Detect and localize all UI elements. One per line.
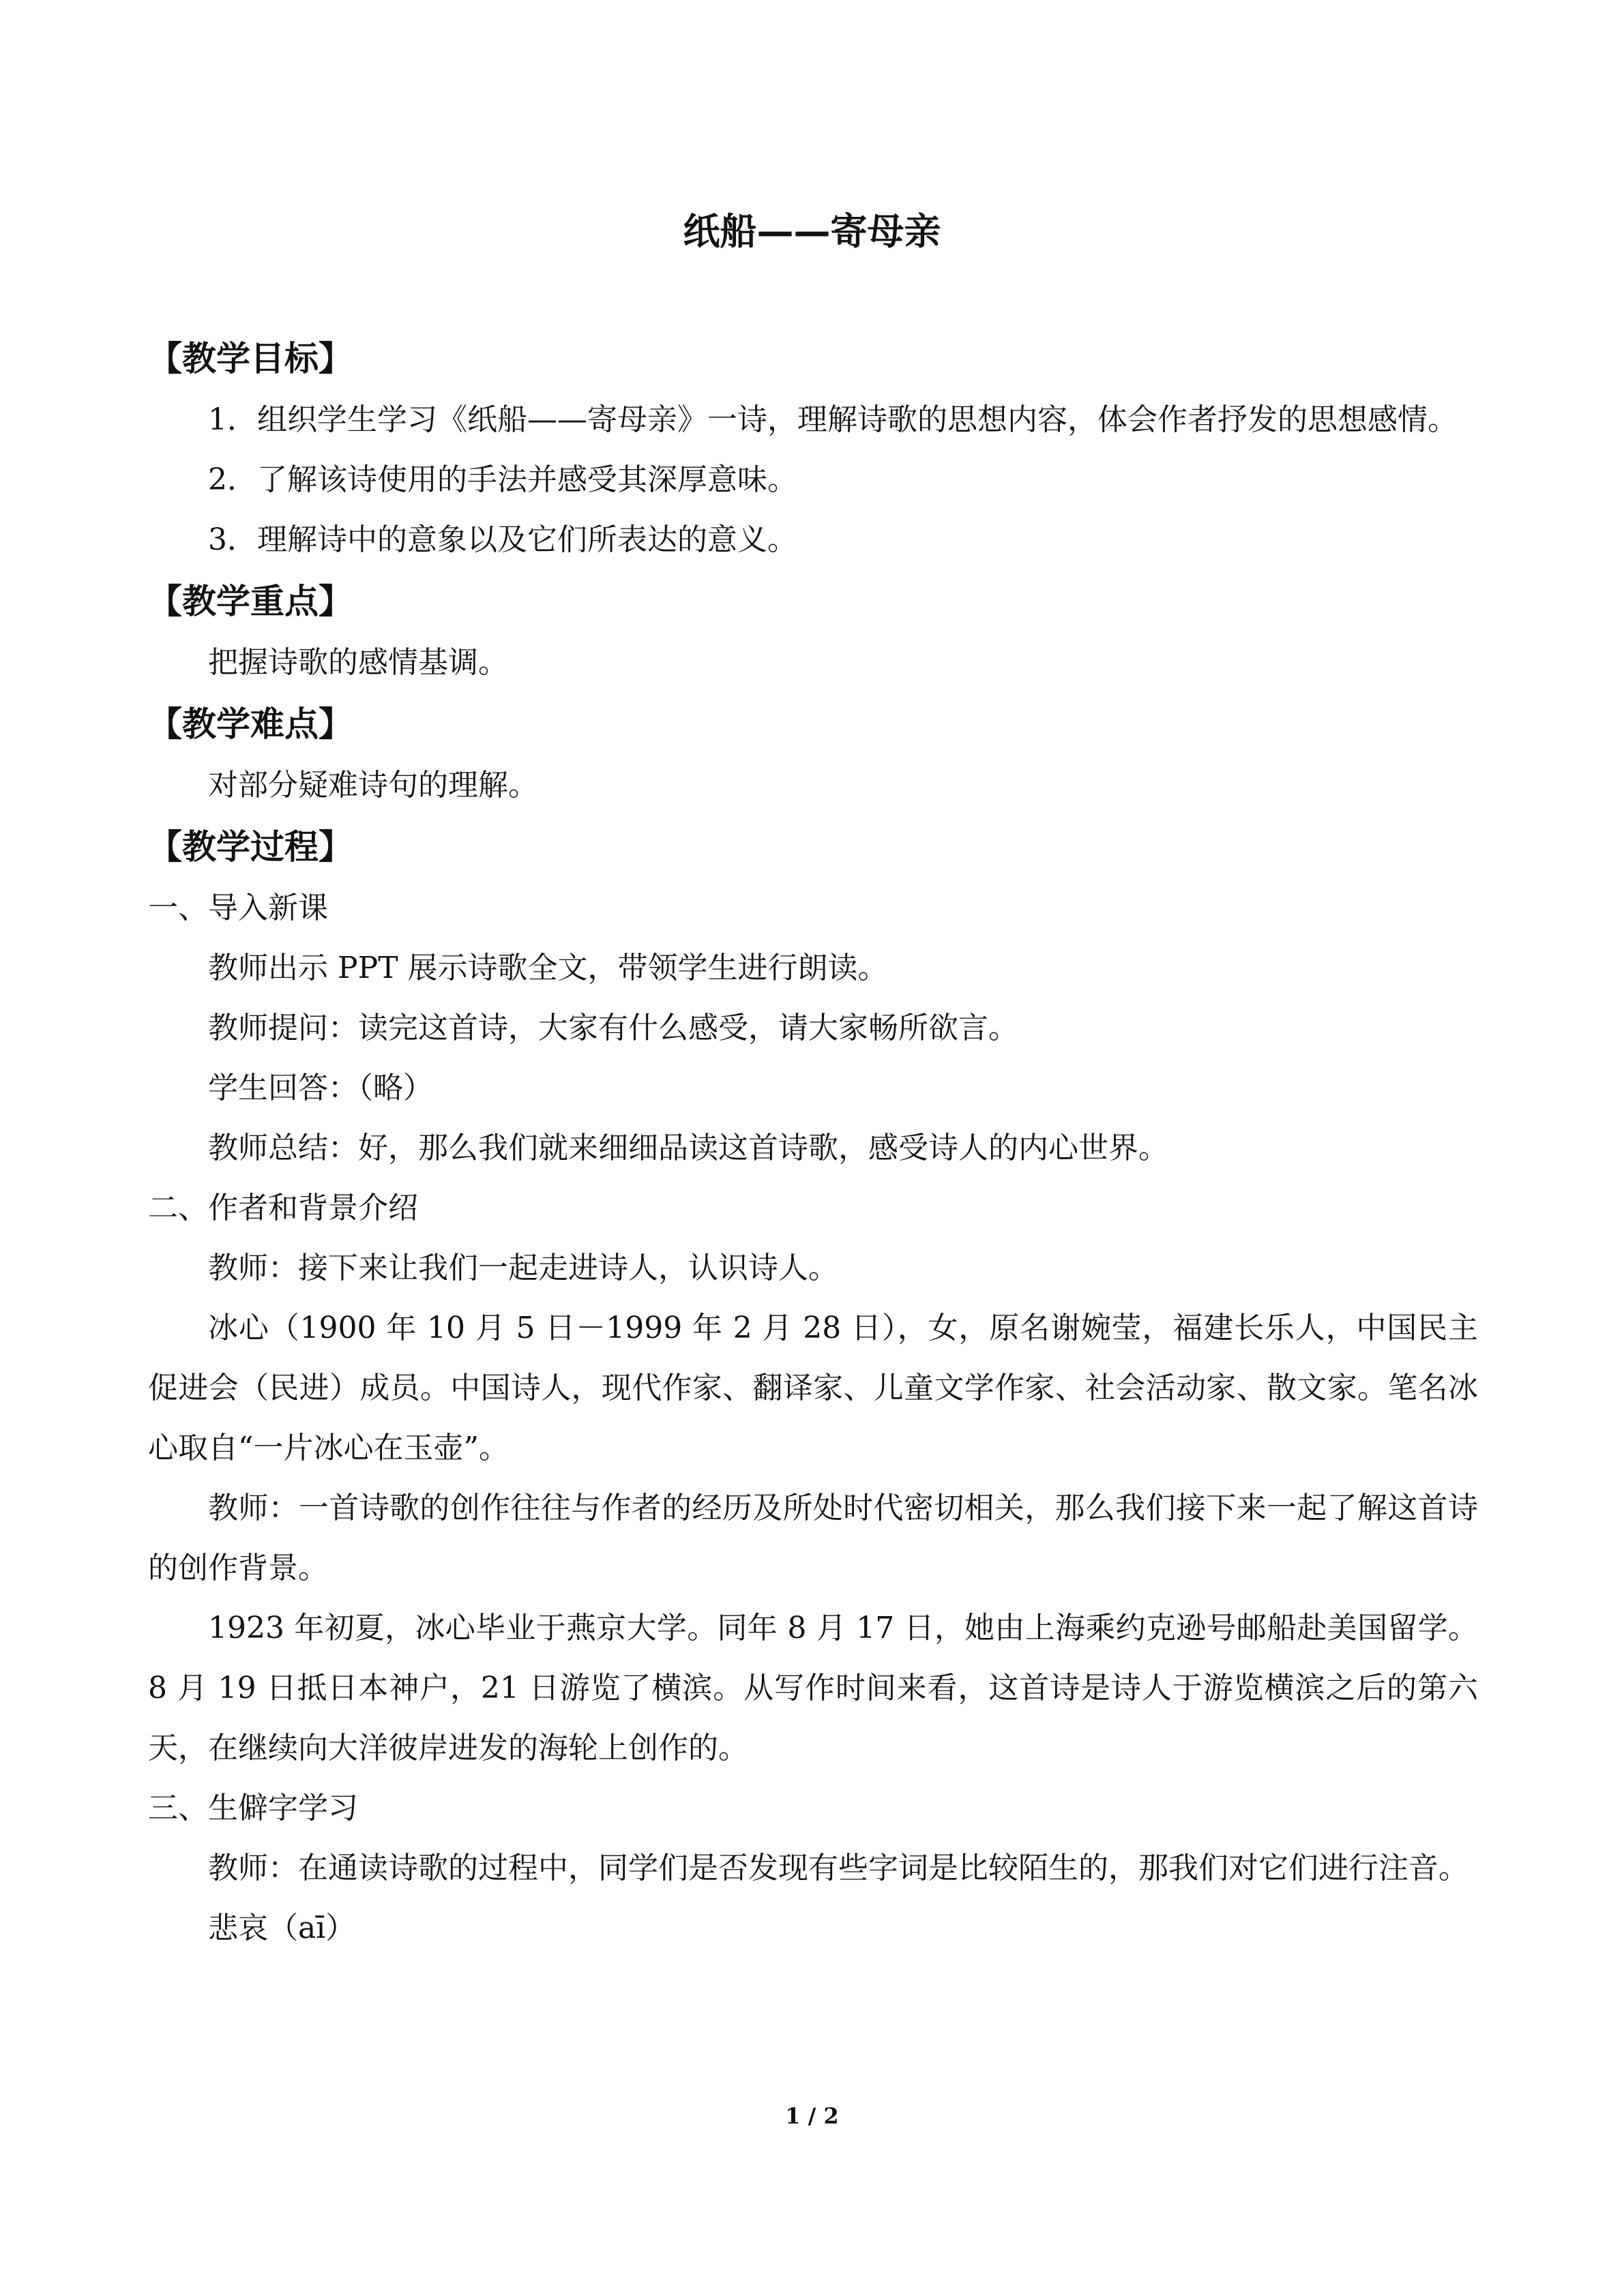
vocabulary-paragraph-1: 教师：在通读诗歌的过程中，同学们是否发现有些字词是比较陌生的，那我们对它们进行注音。 xyxy=(208,1851,1468,1885)
key-points-heading: 【教学重点】 xyxy=(148,582,353,621)
intro-paragraph-2: 教师提问：读完这首诗，大家有什么感受，请大家畅所欲言。 xyxy=(208,1011,1018,1045)
vocabulary-paragraph-2: 悲哀（aī） xyxy=(208,1911,356,1945)
author-paragraph-1: 教师：接下来让我们一起走进诗人，认识诗人。 xyxy=(208,1251,838,1285)
page-number: 1 / 2 xyxy=(785,2103,839,2129)
difficulties-text: 对部分疑难诗句的理解。 xyxy=(208,768,538,803)
section-title-vocabulary: 三、生僻字学习 xyxy=(148,1791,358,1825)
objective-item-2: 2．了解该诗使用的手法并感受其深厚意味。 xyxy=(208,462,797,497)
objective-item-3: 3．理解诗中的意象以及它们所表达的意义。 xyxy=(208,522,797,557)
section-title-intro: 一、导入新课 xyxy=(148,891,328,925)
process-heading: 【教学过程】 xyxy=(148,827,353,867)
intro-paragraph-3: 学生回答：（略） xyxy=(208,1071,433,1105)
author-paragraph-2: 冰心（1900 年 10 月 5 日－1999 年 2 月 28 日），女，原名谢婉莹，福建长乐人，中国民主促进会（民进）成员。中国诗人，现代作家、翻译家、儿童文学作家、社会活动家、散文家。笔名冰心取自“一片冰心在玉壶”。 xyxy=(148,1311,1478,1465)
intro-paragraph-4: 教师总结：好，那么我们就来细细品读这首诗歌，感受诗人的内心世界。 xyxy=(208,1131,1168,1165)
objectives-heading: 【教学目标】 xyxy=(148,339,353,378)
key-points-text: 把握诗歌的感情基调。 xyxy=(208,645,508,680)
section-title-author: 二、作者和背景介绍 xyxy=(148,1191,418,1225)
document-body xyxy=(148,327,1478,1958)
document-title: 纸船——寄母亲 xyxy=(683,210,941,253)
objective-item-1: 1．组织学生学习《纸船——寄母亲》一诗，理解诗歌的思想内容，体会作者抒发的思想感情。 xyxy=(208,402,1458,437)
author-paragraph-3: 教师：一首诗歌的创作往往与作者的经历及所处时代密切相关，那么我们接下来一起了解这首诗的创作背景。 xyxy=(148,1491,1478,1585)
intro-paragraph-1: 教师出示 PPT 展示诗歌全文，带领学生进行朗读。 xyxy=(208,951,888,985)
author-paragraph-4: 1923 年初夏，冰心毕业于燕京大学。同年 8 月 17 日，她由上海乘约克逊号邮船赴美国留学。8 月 19 日抵日本神户，21 日游览了横滨。从写作时间来看，这首诗是诗人于游览横滨之后的第六天，在继续向大洋彼岸进发的海轮上创作的。 xyxy=(148,1611,1478,1765)
difficulties-heading: 【教学难点】 xyxy=(148,704,353,744)
